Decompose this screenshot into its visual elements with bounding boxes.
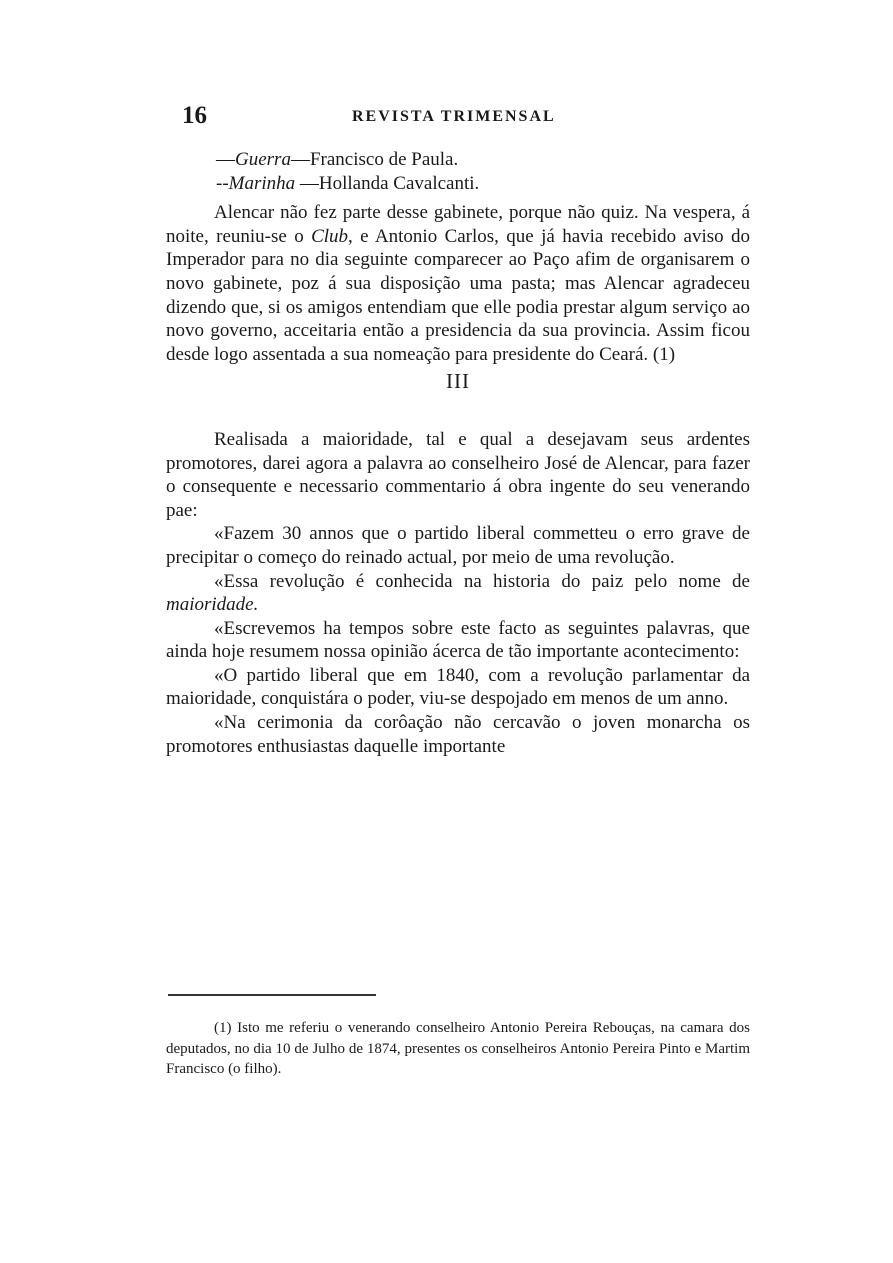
paragraph-alencar [166, 201, 750, 366]
para1-text-a: Alencar não fez parte desse gabinete, porque não quiz. Na vespera, á noite, reuniu-se o [166, 202, 750, 247]
cabinet-guerra: —Guerra—Francisco de Paula. [216, 149, 459, 170]
footnote-rule [168, 994, 376, 996]
para1-text-b: , e Antonio Carlos, que já havia recebido aviso do Imperador para no dia seguinte comparecer ao Paço afim de organisarem o novo gabinete, poz á sua disposição uma pasta; mas Alencar agradeceu dizendo que, si os amigos entendiam que elle podia prestar algum serviço ao novo governo, acceitaria então a presidencia da sua provincia. Assim ficou desde logo assentada a sua nomeação para presidente do Ceará. (1) [166, 225, 751, 365]
quote-3: «Escrevemos ha tempos sobre este facto as seguintes palavras, que ainda hoje resumem nossa opinião ácerca de tão importante acontecimento: [166, 617, 750, 663]
page-number: 16 [182, 102, 207, 129]
paragraph-maioridade: Realisada a maioridade, tal e qual a desejavam seus ardentes promotores, darei agora a palavra ao conselheiro José de Alencar, para fazer o consequente e necessario commentario á obra ingente do seu venerando pae: [166, 428, 750, 521]
footnote [166, 1018, 750, 1080]
quote-5: «Na cerimonia da corôação não cercavão o joven monarcha os promotores enthusiastas daquelle importante [166, 712, 750, 757]
marinha-name: Hollanda Cavalcanti. [318, 172, 480, 194]
quote-2 [166, 570, 750, 617]
main-text [166, 148, 750, 758]
quote-2-italic: maioridade. [166, 594, 259, 616]
marinha-label: Marinha [228, 172, 296, 194]
running-title: REVISTA TRIMENSAL [352, 108, 556, 125]
quote-4: «O partido liberal que em 1840, com a revolução parlamentar da maioridade, conquistára o poder, viu-se despojado em menos de um anno. [166, 664, 750, 710]
quote-2-text: «Essa revolução é conhecida na historia do paiz pelo nome de [214, 570, 750, 592]
cabinet-marinha: --Marinha —Hollanda Cavalcanti. [216, 172, 480, 194]
club-italic: Club [311, 225, 349, 247]
guerra-label: Guerra [235, 149, 291, 170]
guerra-name: Francisco de Paula. [309, 149, 459, 170]
footnote-text: (1) Isto me referiu o venerando conselheiro Antonio Pereira Rebouças, na camara dos deputados, no dia 10 de Julho de 1874, presentes os conselheiros Antonio Pereira Pinto e Martim Francisco (o filho). [166, 1020, 750, 1077]
section-heading: III [446, 369, 470, 394]
page-header [182, 102, 742, 132]
quote-1: «Fazem 30 annos que o partido liberal commetteu o erro grave de precipitar o começo do reinado actual, por meio de uma revolução. [166, 523, 750, 568]
